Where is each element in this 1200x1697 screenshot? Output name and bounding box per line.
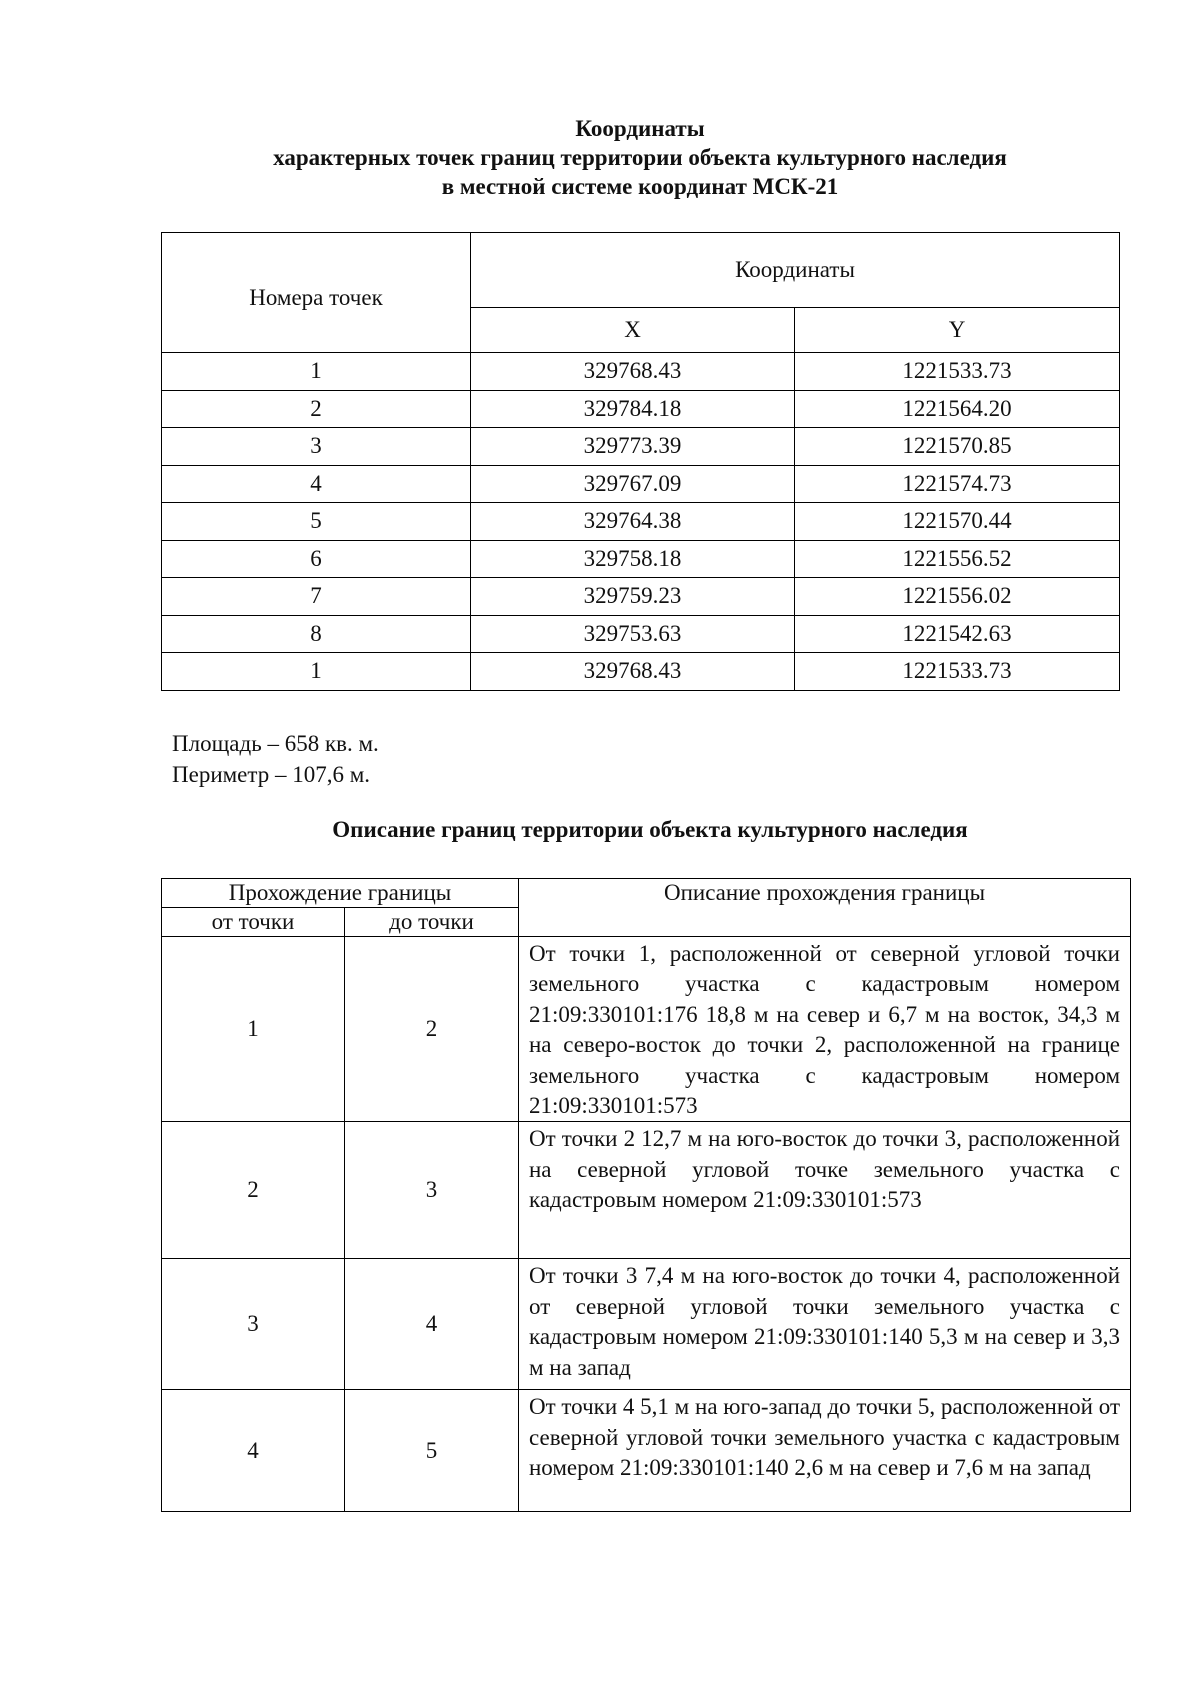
- header-y: Y: [795, 308, 1120, 353]
- from-point: 1: [162, 937, 345, 1122]
- boundary-description: От точки 2 12,7 м на юго-восток до точки 3, расположенной на северной угловой точке земельного участка с кадастровым номером 21:09:330101:573: [519, 1122, 1131, 1259]
- point-number: 1: [162, 353, 471, 391]
- header-coordinates: Координаты: [471, 233, 1120, 308]
- y-value: 1221533.73: [795, 653, 1120, 691]
- header-point-numbers: Номера точек: [162, 233, 471, 353]
- point-number: 2: [162, 390, 471, 428]
- title-line-2: характерных точек границ территории объекта культурного наследия: [273, 145, 1007, 170]
- y-value: 1221570.44: [795, 503, 1120, 541]
- table-row: [162, 540, 1120, 578]
- x-value: 329773.39: [471, 428, 795, 466]
- y-value: 1221570.85: [795, 428, 1120, 466]
- description-title: Описание границ территории объекта культурного наследия: [332, 817, 968, 842]
- x-value: 329767.09: [471, 465, 795, 503]
- y-value: 1221574.73: [795, 465, 1120, 503]
- header-to-point: до точки: [345, 908, 519, 937]
- x-value: 329784.18: [471, 390, 795, 428]
- x-value: 329753.63: [471, 615, 795, 653]
- table-row: [162, 653, 1120, 691]
- table-row: [162, 465, 1120, 503]
- table-row: [162, 937, 1131, 1122]
- perimeter-text: Периметр – 107,6 м.: [172, 762, 371, 787]
- coordinates-table: [161, 232, 1120, 691]
- area-text: Площадь – 658 кв. м.: [172, 731, 379, 756]
- title-line-3: в местной системе координат МСК-21: [441, 174, 839, 199]
- table-row: [162, 578, 1120, 616]
- x-value: 329758.18: [471, 540, 795, 578]
- table-row: [162, 1259, 1131, 1390]
- point-number: 1: [162, 653, 471, 691]
- point-number: 3: [162, 428, 471, 466]
- x-value: 329759.23: [471, 578, 795, 616]
- from-point: 4: [162, 1390, 345, 1512]
- header-from-point: от точки: [162, 908, 345, 937]
- table-row: [162, 503, 1120, 541]
- from-point: 2: [162, 1122, 345, 1259]
- table-row: [162, 428, 1120, 466]
- table-row: [162, 615, 1120, 653]
- to-point: 4: [345, 1259, 519, 1390]
- document-title: [150, 114, 1130, 201]
- point-number: 8: [162, 615, 471, 653]
- to-point: 2: [345, 937, 519, 1122]
- point-number: 5: [162, 503, 471, 541]
- x-value: 329764.38: [471, 503, 795, 541]
- point-number: 6: [162, 540, 471, 578]
- to-point: 3: [345, 1122, 519, 1259]
- table-row: [162, 353, 1120, 391]
- boundary-description: От точки 3 7,4 м на юго-восток до точки 4, расположенной от северной угловой точки земельного участка с кадастровым номером 21:09:330101:140 5,3 м на север и 3,3 м на запад: [519, 1259, 1131, 1390]
- area-summary: [172, 728, 379, 790]
- header-x: X: [471, 308, 795, 353]
- table-row: [162, 1390, 1131, 1512]
- x-value: 329768.43: [471, 353, 795, 391]
- x-value: 329768.43: [471, 653, 795, 691]
- from-point: 3: [162, 1259, 345, 1390]
- y-value: 1221556.52: [795, 540, 1120, 578]
- table-row: [162, 1122, 1131, 1259]
- boundary-description: От точки 4 5,1 м на юго-запад до точки 5, расположенной от северной угловой точки земельного участка с кадастровым номером 21:09:330101:140 2,6 м на север и 7,6 м на запад: [519, 1390, 1131, 1512]
- title-line-1: Координаты: [575, 116, 705, 141]
- y-value: 1221542.63: [795, 615, 1120, 653]
- header-passage: Прохождение границы: [162, 879, 519, 908]
- y-value: 1221556.02: [795, 578, 1120, 616]
- y-value: 1221564.20: [795, 390, 1120, 428]
- to-point: 5: [345, 1390, 519, 1512]
- table-row: [162, 390, 1120, 428]
- header-description: Описание прохождения границы: [519, 879, 1131, 937]
- point-number: 4: [162, 465, 471, 503]
- point-number: 7: [162, 578, 471, 616]
- description-table: [161, 878, 1131, 1512]
- boundary-description: От точки 1, расположенной от северной угловой точки земельного участка с кадастровым номером 21:09:330101:176 18,8 м на север и 6,7 м на восток, 34,3 м на северо-восток до точки 2, расположенной на границе земельного участка с кадастровым номером 21:09:330101:573: [519, 937, 1131, 1122]
- y-value: 1221533.73: [795, 353, 1120, 391]
